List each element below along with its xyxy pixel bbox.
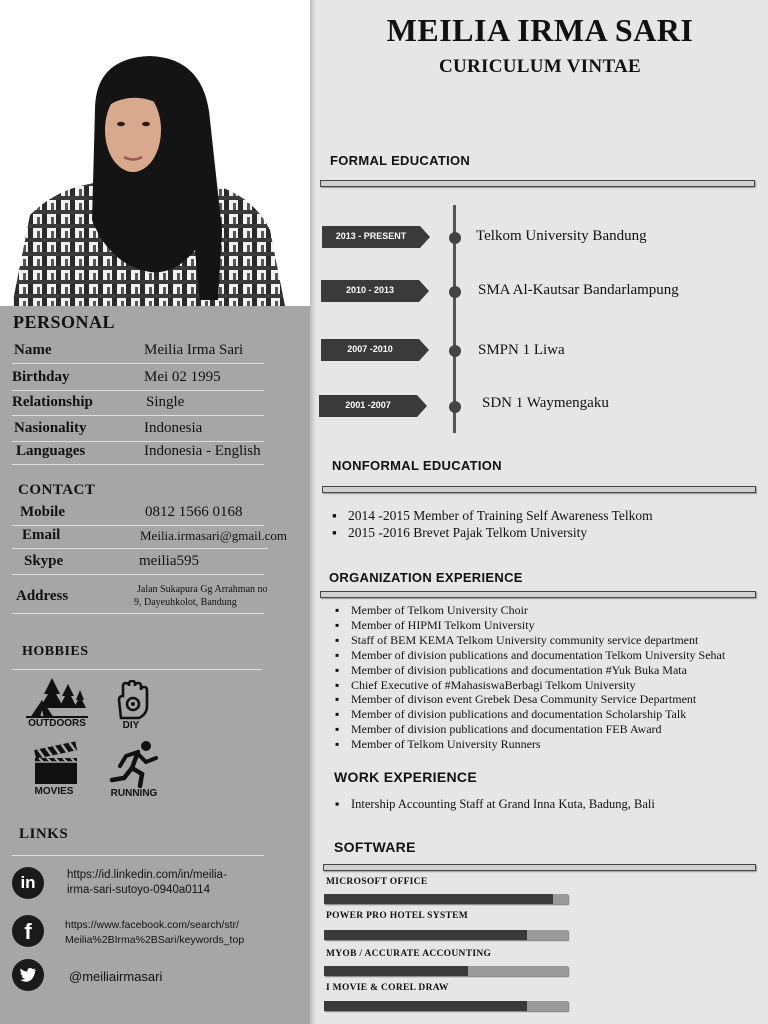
work-list [333, 796, 655, 812]
row-value [134, 583, 294, 609]
clapperboard-icon [29, 740, 79, 786]
list-item: ▪ Staff of BEM KEMA Telkom University community service department [333, 633, 725, 648]
list-item: ▪ Member of Telkom University Runners [333, 737, 725, 752]
row-label: Email [22, 527, 61, 543]
link-line-1[interactable]: https://www.facebook.com/search/str/ [65, 919, 239, 931]
skill-bar [324, 894, 568, 904]
timeline-badge [322, 226, 430, 248]
twitter-handle[interactable]: @meiliairmasari [69, 969, 163, 984]
list-item: ▪ Member of divison event Grebek Desa Community Service Department [333, 692, 725, 707]
row-value[interactable]: Meilia.irmasari@gmail.com [140, 528, 287, 543]
contact-row-mobile [12, 502, 264, 526]
list-item: ▪ Member of division publications and documentation #Yuk Buka Mata [333, 663, 725, 678]
hobbies-title: HOBBIES [22, 644, 89, 659]
timeline-school: SMA Al-Kautsar Bandarlampung [478, 282, 679, 298]
row-label: Birthday [12, 369, 70, 385]
list-item: ▪ 2015 -2016 Brevet Pajak Telkom University [330, 524, 653, 541]
timeline-school: Telkom University Bandung [476, 228, 647, 244]
personal-row-relationship [12, 392, 264, 416]
row-value: Single [146, 394, 185, 410]
section-bar [320, 180, 755, 187]
timeline-school: SDN 1 Waymengaku [482, 395, 609, 411]
formal-education-title: FORMAL EDUCATION [330, 153, 471, 168]
timeline-period: 2013 - PRESENT [335, 231, 407, 241]
address-line-1: Jalan Sukapura Gg Arrahman no [137, 584, 268, 595]
timeline-dot [449, 286, 461, 298]
skill-bar-fill [324, 894, 553, 904]
work-experience-title: WORK EXPERIENCE [334, 769, 477, 785]
skill-bar [324, 930, 568, 940]
row-label: Mobile [20, 504, 65, 520]
organization-title: ORGANIZATION EXPERIENCE [329, 570, 523, 585]
twitter-icon[interactable] [12, 959, 44, 991]
software-label: MYOB / ACCURATE ACCOUNTING [326, 949, 492, 959]
facebook-icon[interactable]: f [12, 915, 44, 947]
list-item: ▪ Member of division publications and documentation FEB Award [333, 722, 725, 737]
timeline-school: SMPN 1 Liwa [478, 342, 565, 358]
skill-bar [324, 1001, 568, 1011]
profile-photo-illustration [0, 0, 310, 306]
section-bar [320, 591, 756, 598]
nonformal-list [330, 507, 653, 541]
row-label: Relationship [12, 394, 93, 410]
hobbies-divider [12, 669, 262, 670]
list-item: ▪ Member of Telkom University Choir [333, 603, 725, 618]
runner-icon [108, 740, 160, 788]
hand-gear-icon [111, 680, 151, 720]
contact-row-address [12, 580, 268, 614]
row-label: Languages [16, 443, 86, 459]
skill-bar-fill [324, 1001, 527, 1011]
link-line-1[interactable]: https://id.linkedin.com/in/meilia- [67, 869, 227, 881]
personal-row-languages [12, 441, 264, 465]
personal-row-nationality [12, 418, 264, 442]
nonformal-education-title: NONFORMAL EDUCATION [332, 458, 502, 473]
facebook-link[interactable] [65, 918, 305, 948]
list-item: ▪ 2014 -2015 Member of Training Self Awareness Telkom [330, 507, 653, 524]
linkedin-link[interactable] [67, 868, 287, 898]
row-label: Skype [24, 553, 64, 569]
timeline-badge [319, 395, 427, 417]
hobby-label: OUTDOORS [28, 718, 86, 729]
address-line-2: 9, Dayeuhkolot, Bandung [134, 597, 237, 608]
hobby-running [100, 740, 168, 799]
list-item: ▪ Member of division publications and documentation Scholarship Talk [333, 707, 725, 722]
contact-row-skype [12, 551, 264, 575]
section-bar [322, 486, 756, 493]
skill-bar-fill [324, 930, 527, 940]
hobby-diy [106, 680, 156, 731]
software-label: I MOVIE & COREL DRAW [326, 983, 449, 993]
row-value: 0812 1566 0168 [145, 504, 243, 520]
row-value: Mei 02 1995 [144, 369, 221, 385]
list-item: ▪ Member of HIPMI Telkom University [333, 618, 725, 633]
column-divider [310, 0, 316, 1024]
list-item: ▪ Chief Executive of #MahasiswaBerbagi Telkom University [333, 678, 725, 693]
link-line-2[interactable]: irma-sari-sutoyo-0940a0114 [67, 884, 210, 896]
profile-photo [0, 0, 310, 306]
row-value: Meilia Irma Sari [144, 342, 244, 358]
hobby-label: RUNNING [110, 788, 158, 799]
contact-title: CONTACT [18, 482, 96, 498]
links-title: LINKS [19, 826, 69, 842]
row-label: Name [14, 342, 52, 358]
timeline-dot [449, 345, 461, 357]
page-subtitle: CURICULUM VINTAE [438, 56, 642, 77]
left-sidebar [0, 0, 312, 1024]
personal-row-name [12, 340, 264, 364]
page-title: MEILIA IRMA SARI [386, 12, 694, 48]
trees-tent-icon [26, 674, 88, 718]
timeline-badge [321, 280, 429, 302]
list-item: ▪ Member of division publications and documentation Telkom University Sehat [333, 648, 725, 663]
skill-bar [324, 966, 568, 976]
hobby-label: MOVIES [34, 786, 74, 797]
twitter-bird-icon [12, 959, 44, 991]
timeline-dot [449, 401, 461, 413]
personal-title: PERSONAL [13, 312, 116, 332]
personal-row-birthday [12, 367, 264, 391]
skill-bar-fill [324, 966, 468, 976]
software-label: POWER PRO HOTEL SYSTEM [326, 911, 468, 921]
organization-list [333, 603, 725, 752]
link-line-2[interactable]: Meilia%2BIrma%2BSari/keywords_top [65, 934, 245, 946]
list-item: ▪ Intership Accounting Staff at Grand Inna Kuta, Badung, Bali [333, 796, 655, 812]
links-divider [12, 855, 264, 856]
hobby-movies [24, 740, 84, 797]
row-label: Nasionality [14, 420, 87, 436]
hobby-outdoors [22, 674, 92, 729]
software-title: SOFTWARE [334, 839, 416, 855]
timeline-period: 2007 -2010 [347, 344, 393, 354]
timeline-period: 2010 - 2013 [345, 285, 395, 295]
software-label: MICROSOFT OFFICE [326, 877, 428, 887]
linkedin-icon[interactable]: in [12, 867, 44, 899]
contact-row-email [12, 525, 287, 549]
hobby-label: DIY [122, 720, 140, 731]
section-bar [323, 864, 756, 871]
timeline-period: 2001 -2007 [345, 400, 391, 410]
row-value: Indonesia - English [144, 443, 261, 459]
timeline-badge [321, 339, 429, 361]
row-value: meilia595 [139, 553, 199, 569]
timeline-dot [449, 232, 461, 244]
row-value: Indonesia [144, 420, 203, 436]
row-label: Address [16, 588, 69, 604]
